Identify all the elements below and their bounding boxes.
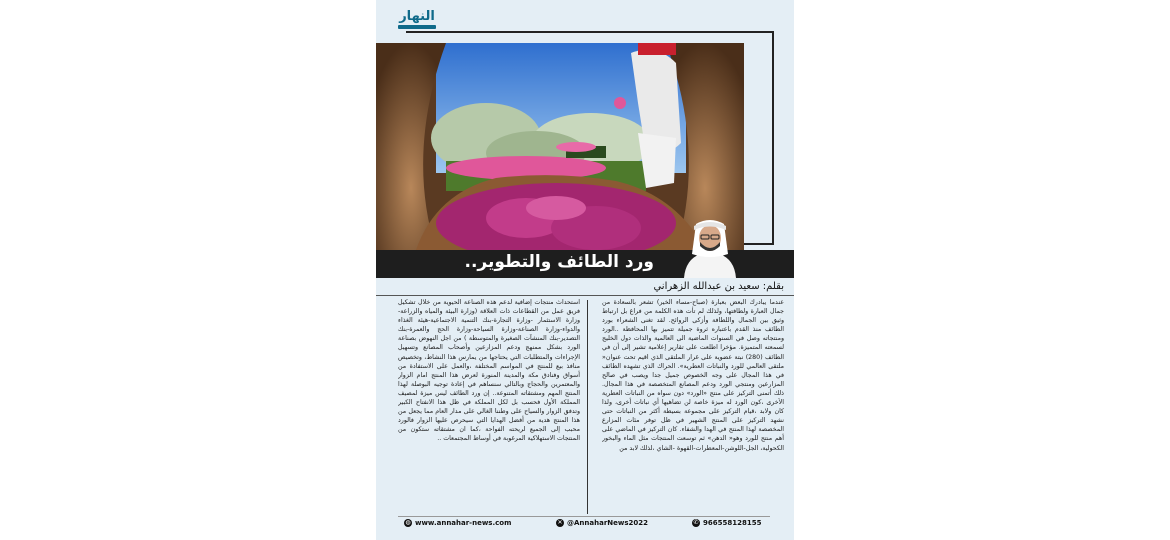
footer-twitter[interactable] <box>556 519 648 527</box>
byline-divider <box>376 295 794 296</box>
author-portrait <box>674 214 746 278</box>
footer-website[interactable] <box>404 519 511 527</box>
logo-text: النهار <box>399 9 435 24</box>
twitter-text: @AnnaharNews2022 <box>567 519 648 527</box>
whatsapp-icon: ✆ <box>693 519 699 526</box>
globe-icon: ◍ <box>405 519 411 526</box>
article-title: ورد الطائف والتطوير.. <box>464 252 654 272</box>
column-divider <box>587 300 588 514</box>
frame-right-line <box>772 31 774 245</box>
frame-top-line <box>406 31 774 33</box>
article-byline: بقلم: سعيد بن عبدالله الزهراني <box>653 281 784 292</box>
article-column-left: استحداث منتجات إضافية لدعم هذه الصناعة الحيوية من خلال تشكيل فريق عمل من القطاعات ذات العلاقة (وزارة البيئة والمياه والزراعة-وزارة الاستثمار -وزارة التجارة-بنك التنمية الاجتماعية-هيئة الغذاء والدواء-وزارة الصناعة-وزارة السياحة-وزارة الحج والعمرة-بنك التصدير-بنك المنشآت الصغيرة والمتوسطة ) من اجل النهوض بصناعة الورد بشكل ممنهج ودعم المزارعين وأصحاب المصانع وتسهيل الإجراءات والمتطلبات التي يحتاجها من يمارس هذا النشاط، وتخصيص منافذ بيع للمنتج في المواسم المختلفة ،والعمل على الاستفادة من أسواق وفنادق مكة والمدينة المنورة لعرض هذا المنتج امام الزوار والمعتمرين والحجاج وبالتالي سنساهم في إعادة توجيه البوصلة لهذا المنتج المهم ومشتقاته المتنوعة.. إن ورد الطائف ليس ميزة لمصيف المملكة الأول فحسب بل لكل المملكة في ظل هذا الانفتاح الكبير وتدفق الزوار والسياح على وطننا الغالي على مدار العام مما يجعل من هذا المنتج هدية من أفضل الهدايا التي سيحرص عليها الزوار فالورد محبب إلى الجميع لريحته الفواحة ،كما ان مشتقاته ستكون من المنتجات الاستهلاكية المرغوبة في أوساط المجتمعات .. <box>398 299 580 443</box>
article-column-right: عندما يبادرك البعض بعبارة (صباح-مساء الخير) تشعر بالسعادة من جمال العبارة ولطافتها، ولذلك لم تأت هذه الكلمة من فراغ بل ارتباط وثيق بين الجمال واللطافة وأزكى الروائح. لقد تغنى الشعراء بورد الطائف منذ القدم باعتباره ثروة جميلة تتميز بها المحافظة ..الورد ومنتجاته وصل في السنوات الماضية الى العالمية والذات دول الخليج لسمعته المتميزة. مؤخرا اطلعت على تقارير إعلامية تشير إلى أن في الطائف (280) نبتة عضوية على غرار الملتقى الذي اقيم تحت عنوان« ملتقى العالمي للورد والنباتات العطرية». الحراك الذي تشهده الطائف في هذا المجال على وجه الخصوص جميل جدا ويصب في صالح المزارعين ومنتجي الورد ودعم المصانع المتخصصة في هذا المجال. ذلك أتمنى التركيز على منتج «الورد» دون سواه من النباتات العطرية الأخرى ،كون الورد له ميزة خاصة لن تضاهيها أي نباتات أخرى، ولذا كان ولابد ،قيام التركيز على مجموعة بسيطة أكثر من النباتات حتى نشهد التركيز على المنتج الشهير في ظل توفر مئات المزارع المخصصة لهذا المنتج في الهدا والشفاء. كان التركيز في الماضي على أهم منتج للورد وهو« الدهن» ثم توسعت المنتجات مثل الماء والبخور الكحولية، الجل-اللوشن-المعطرات-القهوة -الشاي ،لذلك لابد من <box>602 299 784 452</box>
footer-whatsapp[interactable] <box>692 519 761 527</box>
website-text: www.annahar-news.com <box>415 519 512 527</box>
frame-bottom-line <box>744 243 774 245</box>
footer-divider <box>398 516 770 517</box>
logo-underline <box>398 25 436 29</box>
x-icon: ✕ <box>557 519 563 526</box>
whatsapp-text: 966558128155 <box>703 519 762 527</box>
annahar-logo <box>398 10 436 29</box>
magazine-page <box>376 0 794 540</box>
